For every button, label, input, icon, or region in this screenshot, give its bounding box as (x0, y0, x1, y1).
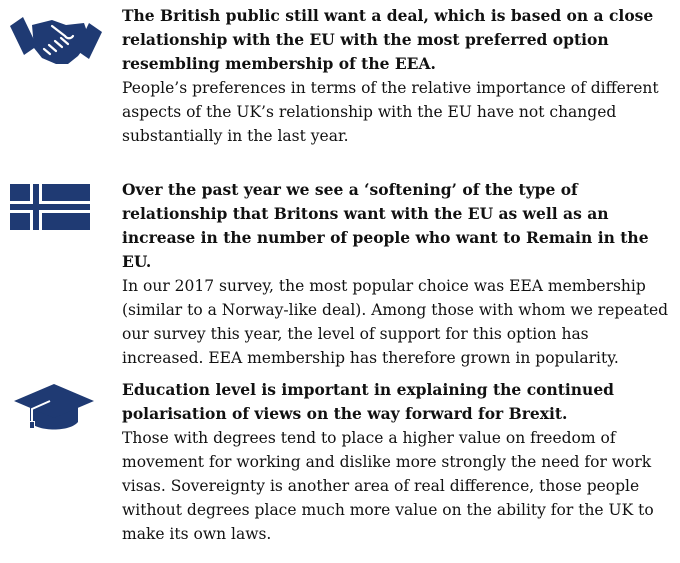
finding-heading: The British public still want a deal, which is based on a close relationship with the EU with the most preferred option resembling membership of the EEA. (122, 6, 654, 73)
nordic-cross-flag-icon (10, 184, 90, 234)
finding-body: People’s preferences in terms of the relative importance of different aspects of the UK’s relationship with the EU have not changed substantially in the last year. (122, 79, 659, 145)
finding-heading: Education level is important in explaining the continued polarisation of views on the way forward for Brexit. (122, 380, 615, 423)
finding-heading: Over the past year we see a ‘softening’ of the type of relationship that Britons want with the EU as well as an increase in the number of people who want to Remain in the EU. (122, 180, 649, 271)
finding-text (122, 4, 674, 148)
finding-text (122, 378, 674, 546)
graduation-cap-icon (14, 384, 94, 444)
finding-body: Those with degrees tend to place a higher value on freedom of movement for working and dislike more strongly the need for work visas. Sovereignty is another area of real difference, those people without degrees place much more value on the ability for the UK to make its own laws. (122, 429, 654, 543)
finding-text (122, 178, 674, 370)
finding-body: In our 2017 survey, the most popular choice was EEA membership (similar to a Norway-like deal). Among those with whom we repeated our survey this year, the level of support for this option has increased. EEA membership has therefore grown in popularity. (122, 277, 669, 367)
handshake-icon (10, 12, 102, 70)
